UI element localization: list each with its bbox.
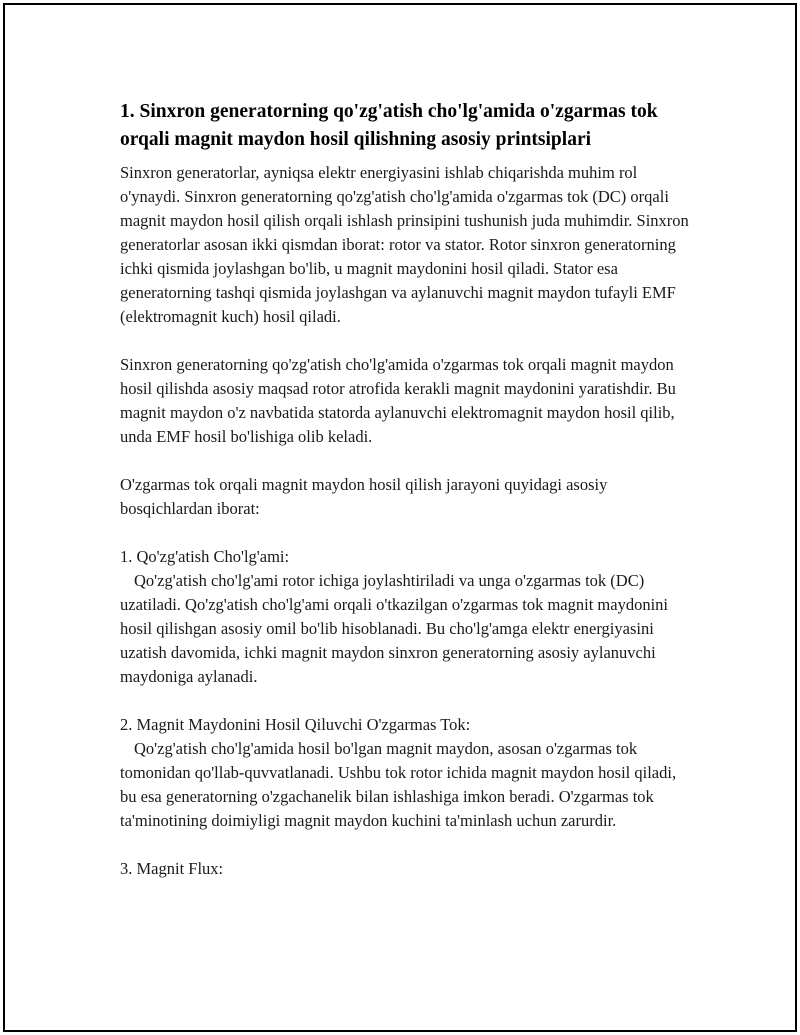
list-item	[120, 857, 695, 881]
paragraph-intro: Sinxron generatorlar, ayniqsa elektr energiyasini ishlab chiqarishda muhim rol o'ynaydi. Sinxron generatorning qo'zg'atish cho'lg'amida o'zgarmas tok (DC) orqali magnit maydon hosil qilish orqali ishlash prinsipini tushunish juda muhimdir. Sinxron generatorlar asosan ikki qismdan iborat: rotor va stator. Rotor sinxron generatorning ichki qismida joylashgan bo'lib, u magnit maydonini hosil qiladi. Stator esa generatorning tashqi qismida joylashgan va aylanuvchi magnit maydon tufayli EMF (elektromagnit kuch) hosil qiladi.	[120, 163, 689, 326]
step-heading: 2. Magnit Maydonini Hosil Qiluvchi O'zgarmas Tok:	[120, 715, 471, 734]
step-body: Qo'zg'atish cho'lg'amida hosil bo'lgan magnit maydon, asosan o'zgarmas tok tomonidan qo'llab-quvvatlanadi. Ushbu tok rotor ichida magnit maydon hosil qiladi, bu esa generatorning o'zgachanelik bilan ishlashiga imkon beradi. O'zgarmas tok ta'minotining doimiyligi magnit maydon kuchini ta'minlash uchun zarurdir.	[120, 739, 677, 830]
step-heading: 1. Qo'zg'atish Cho'lg'ami:	[120, 547, 290, 566]
document-title: 1. Sinxron generatorning qo'zg'atish cho'lg'amida o'zgarmas tok orqali magnit maydon hosil qilishning asosiy printsiplari	[120, 101, 658, 150]
list-item	[120, 545, 695, 689]
step-heading: 3. Magnit Flux:	[120, 859, 224, 878]
document-body	[120, 98, 695, 905]
list-item	[120, 713, 695, 833]
step-body: Qo'zg'atish cho'lg'ami rotor ichiga joylashtiriladi va unga o'zgarmas tok (DC) uzatiladi. Qo'zg'atish cho'lg'ami orqali o'tkazilgan o'zgarmas tok magnit maydonini hosil qilishgan asosiy omil bo'lib hisoblanadi. Bu cho'lg'amga elektr energiyasini uzatish davomida, ichki magnit maydon sinxron generatorning asosiy aylanuvchi maydoniga aylanadi.	[120, 571, 668, 686]
paragraph-purpose: Sinxron generatorning qo'zg'atish cho'lg'amida o'zgarmas tok orqali magnit maydon hosil qilishda asosiy maqsad rotor atrofida kerakli magnit maydonini yaratishdir. Bu magnit maydon o'z navbatida statorda aylanuvchi elektromagnit maydon hosil qilib, unda EMF hosil bo'lishiga olib keladi.	[120, 355, 676, 446]
page-frame	[3, 3, 797, 1032]
paragraph-stages-intro: O'zgarmas tok orqali magnit maydon hosil qilish jarayoni quyidagi asosiy bosqichlardan iborat:	[120, 475, 608, 518]
